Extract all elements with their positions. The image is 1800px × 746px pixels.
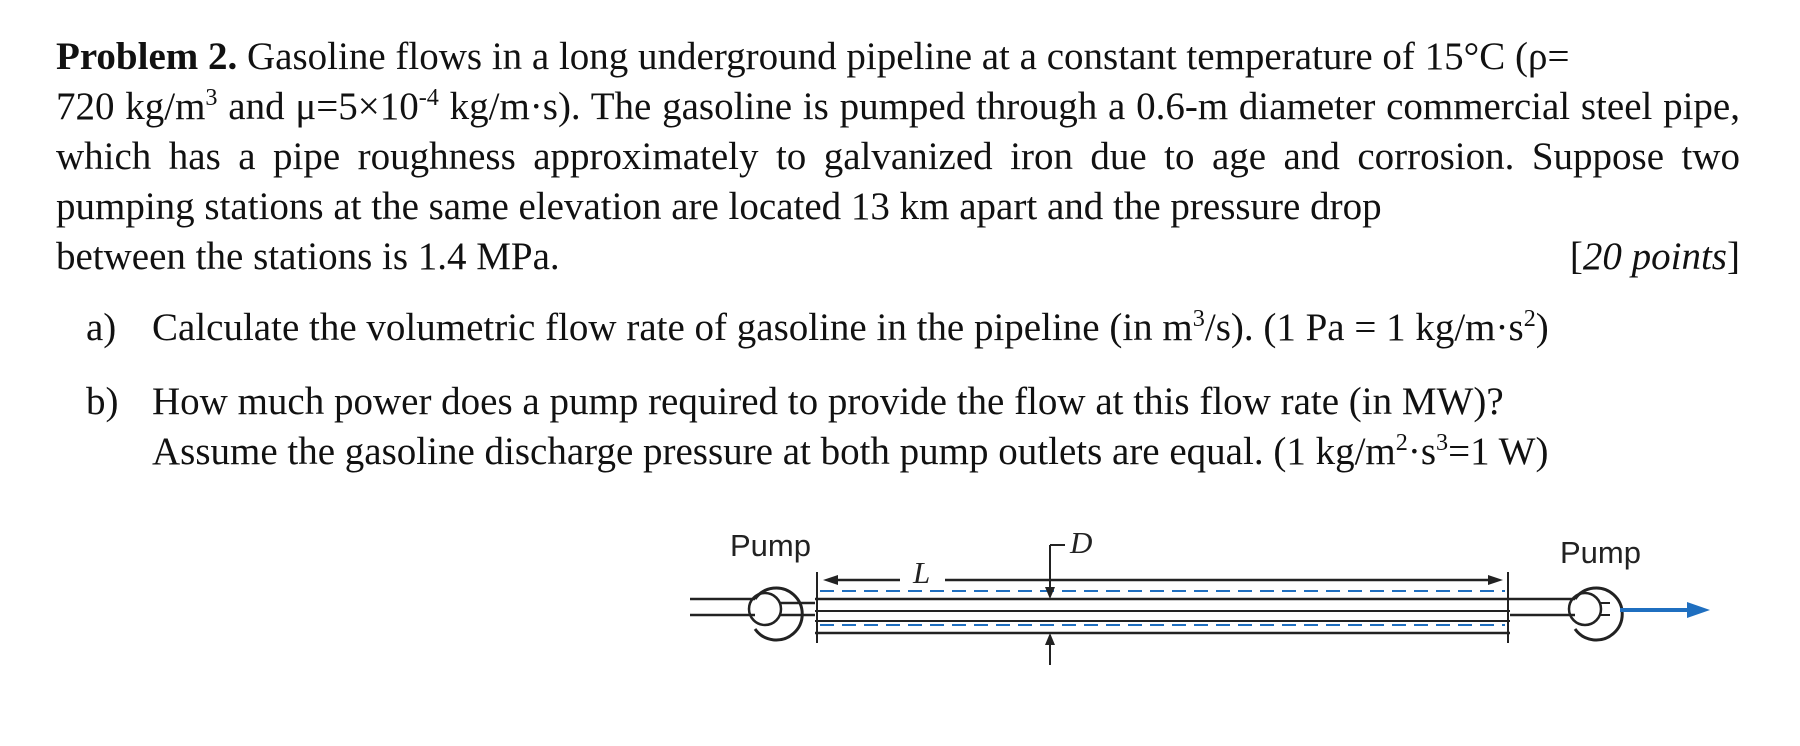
pipeline-figure — [675, 525, 1760, 670]
part-b-question: How much power does a pump required to provide the flow at this flow rate (in MW)? — [152, 380, 1504, 423]
pump-left-icon — [690, 588, 815, 640]
part-b-text — [152, 377, 1736, 477]
part-b-exponent-2: 3 — [1436, 429, 1449, 456]
points-text: 20 points — [1582, 235, 1727, 278]
part-b-text-2: ·s — [1407, 430, 1436, 473]
part-b-text-1: Assume the gasoline discharge pressure at both pump outlets are equal. (1 kg/m — [152, 430, 1396, 473]
part-b — [86, 377, 1736, 477]
part-b-exponent-1: 2 — [1395, 429, 1408, 456]
length-label: L — [913, 555, 931, 590]
part-a-text-3: ) — [1535, 306, 1549, 349]
problem-label: Problem 2. — [56, 35, 238, 78]
problem-parts — [86, 303, 1736, 501]
points-value: [20 points] — [1569, 235, 1740, 278]
pump-right-label: Pump — [1560, 535, 1641, 570]
part-b-letter: b) — [86, 380, 119, 423]
part-a-letter: a) — [86, 306, 117, 349]
problem-intro: Gasoline flows in a long underground pipeline at a constant temperature of 15°C (ρ= — [237, 35, 1570, 78]
pipe — [815, 591, 1510, 633]
problem-statement — [56, 32, 1740, 282]
diameter-label: D — [1070, 525, 1093, 560]
pump-right-icon — [1510, 588, 1622, 640]
pipeline-diagram — [675, 525, 1760, 670]
problem-paragraph — [56, 32, 1740, 232]
part-a — [86, 303, 1736, 353]
problem-last-line — [56, 232, 1740, 282]
problem-density: 720 kg/m — [56, 85, 206, 128]
part-a-text-2: /s). (1 Pa = 1 kg/m·s — [1204, 306, 1524, 349]
problem-pressure-drop: between the stations is 1.4 MPa. — [56, 235, 560, 278]
diameter-dimension — [1045, 525, 1092, 665]
part-a-exponent-1: 3 — [1192, 305, 1205, 332]
part-a-exponent-2: 2 — [1523, 305, 1536, 332]
viscosity-exponent: -4 — [418, 84, 439, 111]
flow-arrow-icon — [1620, 602, 1710, 618]
problem-body: kg/m·s). The gasoline is pumped through a 0.6-m diameter commercial steel pipe, which has a pipe roughness approximately to galvanized iron due to age and corrosion. Suppose two pumping stations at the same elevation are located 13 km apart and the pressure drop — [56, 85, 1740, 228]
part-a-text — [152, 303, 1736, 353]
part-a-text-1: Calculate the volumetric flow rate of gasoline in the pipeline (in m — [152, 306, 1193, 349]
problem-viscosity: and μ=5×10 — [217, 85, 419, 128]
pump-left-label: Pump — [730, 528, 811, 563]
density-exponent: 3 — [205, 84, 218, 111]
part-b-text-3: =1 W) — [1448, 430, 1549, 473]
